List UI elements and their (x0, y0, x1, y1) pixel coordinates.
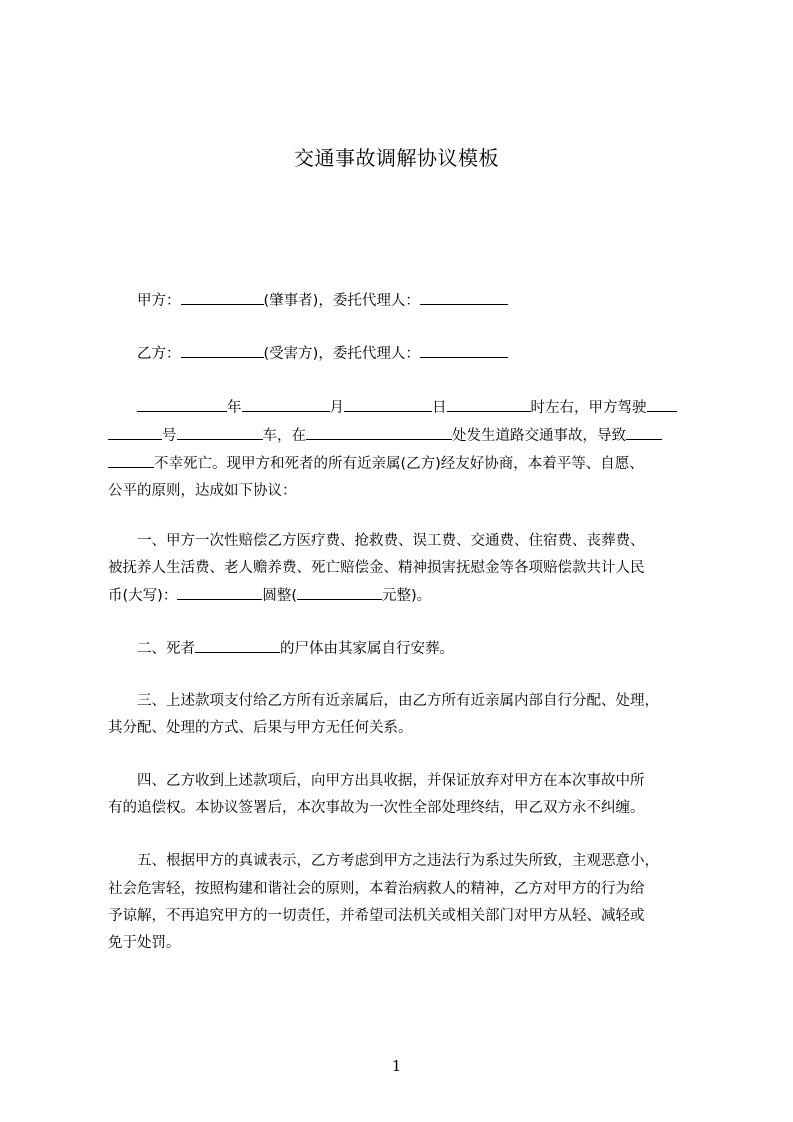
clause-3-line-2: 其分配、处理的方式、后果与甲方无任何关系。 (108, 720, 413, 736)
clause-4-line-1: 四、乙方收到上述款项后，向甲方出具收据，并保证放弃对甲方在本次事故中所 (137, 773, 645, 789)
party-a-agent-blank[interactable] (420, 290, 508, 305)
party-b-label: 乙方： (137, 346, 181, 362)
hour-blank[interactable] (447, 397, 531, 412)
intro-text-3: 不幸死亡。现甲方和死者的所有近亲属(乙方)经友好协商，本着平等、自愿、 (154, 456, 644, 472)
party-a-line (137, 290, 508, 311)
intro-text-4: 公平的原则，达成如下协议： (108, 483, 297, 499)
location-label: 处发生道路交通事故，导致 (452, 428, 626, 444)
party-b-role: (受害方)，委托代理人： (263, 346, 420, 362)
clause-2-line (137, 638, 454, 659)
clause-5-line-4: 免于处罚。 (108, 935, 181, 951)
vehicle-blank[interactable] (177, 425, 263, 440)
year-blank[interactable] (137, 397, 227, 412)
page-title: 交通事故调解协议模板 (294, 146, 499, 170)
amount-number-blank[interactable] (297, 585, 382, 600)
victim-blank[interactable] (626, 425, 662, 440)
intro-line-4 (108, 481, 297, 501)
victim-name-blank[interactable] (108, 453, 154, 468)
party-a-label: 甲方： (137, 293, 181, 309)
vehicle-label: 车，在 (262, 428, 306, 444)
intro-line-2 (108, 425, 662, 446)
month-blank[interactable] (242, 397, 330, 412)
clause-1-line-1: 一、甲方一次性赔偿乙方医疗费、抢救费、误工费、交通费、住宿费、丧葬费、 (137, 533, 645, 549)
time-label: 时左右，甲方驾驶 (530, 400, 647, 416)
year-label: 年 (227, 400, 242, 416)
party-b-agent-blank[interactable] (420, 343, 508, 358)
plate-number-label: 号 (162, 428, 177, 444)
amount-caps-label: 币(大写)： (108, 588, 178, 604)
page-number: 1 (391, 1057, 402, 1075)
plate-prefix-blank[interactable] (108, 425, 162, 440)
driver-blank[interactable] (647, 397, 677, 412)
clause-2-prefix: 二、死者 (137, 641, 195, 657)
amount-caps-blank[interactable] (177, 585, 262, 600)
party-b-name-blank[interactable] (181, 343, 264, 358)
day-label: 日 (432, 400, 447, 416)
clause-1-line-3 (108, 585, 431, 606)
party-a-name-blank[interactable] (181, 290, 264, 305)
amount-end-label: 元整)。 (382, 588, 432, 604)
intro-line-1 (137, 397, 677, 418)
month-label: 月 (329, 400, 344, 416)
party-a-role: (肇事者)，委托代理人： (263, 293, 420, 309)
amount-yuan-label: 圆整( (262, 588, 297, 604)
location-blank[interactable] (306, 425, 452, 440)
clause-5-line-3: 予谅解，不再追究甲方的一切责任，并希望司法机关或相关部门对甲方从轻、减轻或 (108, 908, 645, 924)
deceased-name-blank[interactable] (195, 638, 280, 653)
clause-3-line-1: 三、上述款项支付给乙方所有近亲属后，由乙方所有近亲属内部自行分配、处理， (137, 693, 659, 709)
party-b-line (137, 343, 508, 364)
clause-5-line-2: 社会危害轻，按照构建和谐社会的原则，本着治病救人的精神，乙方对甲方的行为给 (108, 881, 645, 897)
clause-1-line-2: 被抚养人生活费、老人赡养费、死亡赔偿金、精神损害抚慰金等各项赔偿款共计人民 (108, 560, 645, 576)
intro-line-3 (108, 453, 644, 474)
clause-2-suffix: 的尸体由其家属自行安葬。 (280, 641, 454, 657)
clause-5-line-1: 五、根据甲方的真诚表示，乙方考虑到甲方之违法行为系过失所致，主观恶意小， (137, 853, 659, 869)
clause-4-line-2: 有的追偿权。本协议签署后，本次事故为一次性全部处理终结，甲乙双方永不纠缠。 (108, 800, 645, 816)
day-blank[interactable] (344, 397, 432, 412)
